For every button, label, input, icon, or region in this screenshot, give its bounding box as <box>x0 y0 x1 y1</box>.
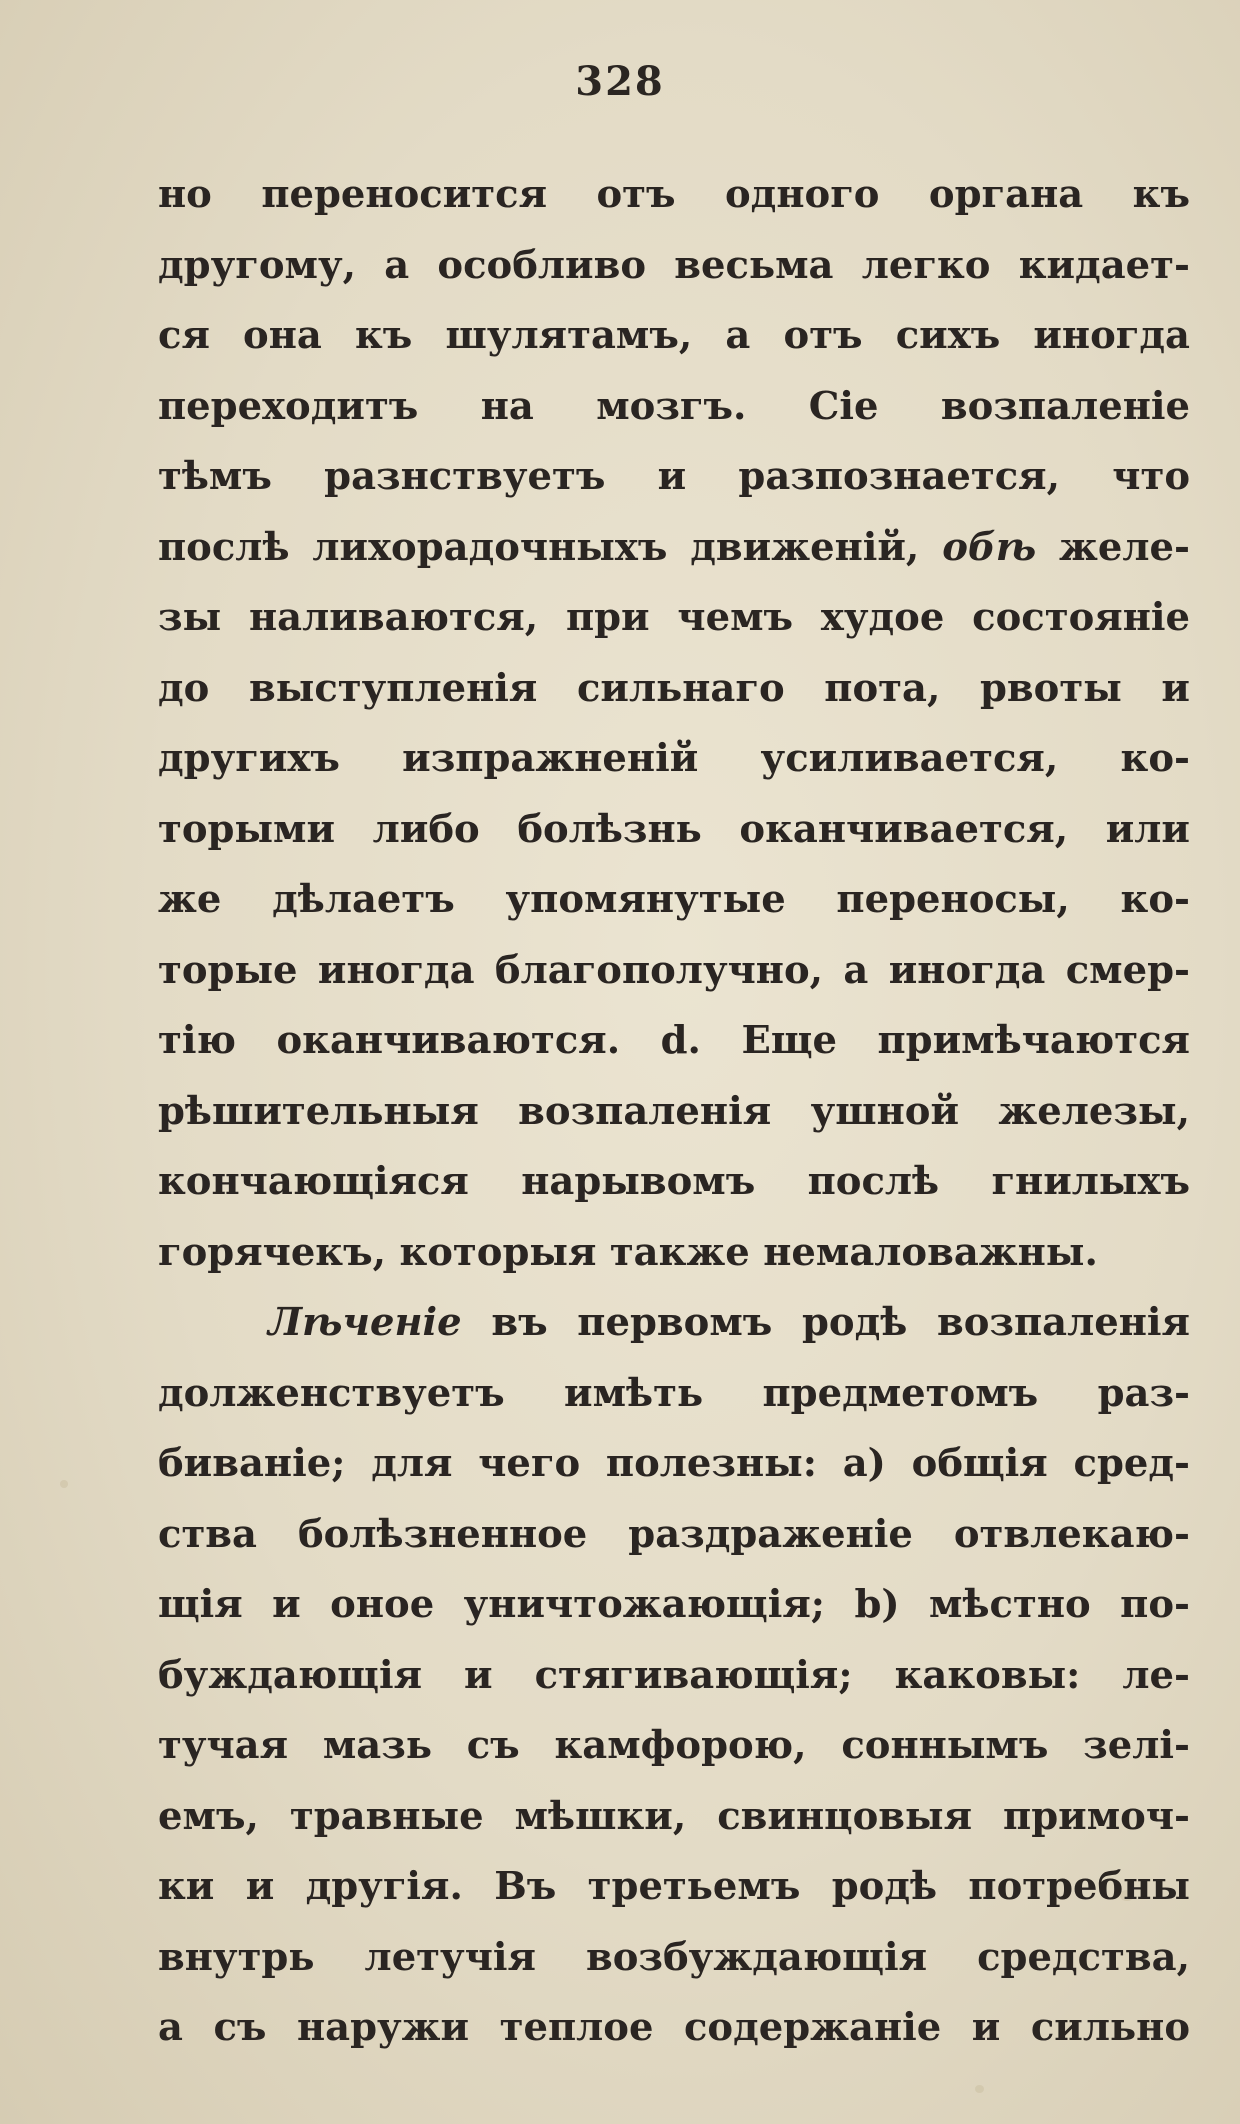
body-text <box>158 160 1190 2064</box>
page-number: 328 <box>575 58 665 105</box>
italic-word: обѣ <box>942 524 1037 570</box>
text-line: емъ, травные мѣшки, свинцовыя примоч- <box>158 1793 1190 1839</box>
text-line: послѣ лихорадочныхъ движеній, обѣ желе- <box>158 524 1190 570</box>
text-line: кончающіяся нарывомъ послѣ гнилыхъ <box>158 1159 1190 1204</box>
text-line: же дѣлаетъ упомянутые переносы, ко- <box>158 877 1190 922</box>
text-line: а съ наружи теплое содержаніе и сильно <box>158 2005 1190 2050</box>
italic-word: Лѣченіе <box>268 1300 462 1345</box>
text-line: зы наливаются, при чемъ худое состояніе <box>158 595 1190 640</box>
text-line: торые иногда благополучно, а иногда смер- <box>158 947 1190 993</box>
text-line: до выступленія сильнаго пота, рвоты и <box>158 665 1190 711</box>
text-line: буждающія и стягивающія; каковы: ле- <box>158 1652 1190 1698</box>
text-line: биваніе; для чего полезны: a) общія сред- <box>158 1441 1190 1486</box>
text-line: но переносится отъ одного органа къ <box>158 172 1190 217</box>
paper-stain <box>60 1480 68 1488</box>
text-line: тучая мазь съ камфорою, соннымъ зелі- <box>158 1723 1190 1768</box>
text-line: Лѣченіе въ первомъ родѣ возпаленія <box>268 1300 1190 1345</box>
text-line: другому, а особливо весьма легко кидает- <box>158 242 1190 288</box>
text-line: тѣмъ разнствуетъ и разпознается, что <box>158 454 1190 499</box>
text-line: горячекъ, которыя также немаловажны. <box>158 1229 1098 1275</box>
text-line: переходитъ на мозгъ. Сіе возпаленіе <box>158 383 1190 429</box>
text-line: другихъ изпражненій усиливается, ко- <box>158 736 1190 781</box>
paper-stain <box>975 2085 984 2093</box>
text-line: ки и другія. Въ третьемъ родѣ потребны <box>158 1864 1190 1909</box>
text-line: внутрь летучія возбуждающія средства, <box>158 1934 1190 1980</box>
text-line: торыми либо болѣзнь оканчивается, или <box>158 806 1190 852</box>
text-line: долженствуетъ имѣть предметомъ раз- <box>158 1370 1190 1416</box>
text-line: ства болѣзненное раздраженіе отвлекаю- <box>158 1511 1190 1557</box>
text-line: щія и оное уничтожающія; b) мѣстно по- <box>158 1582 1190 1627</box>
text-line: ся она къ шулятамъ, а отъ сихъ иногда <box>158 313 1190 358</box>
text-line: рѣшительныя возпаленія ушной железы, <box>158 1088 1190 1134</box>
text-line: тію оканчиваются. d. Еще примѣчаются <box>158 1018 1190 1063</box>
